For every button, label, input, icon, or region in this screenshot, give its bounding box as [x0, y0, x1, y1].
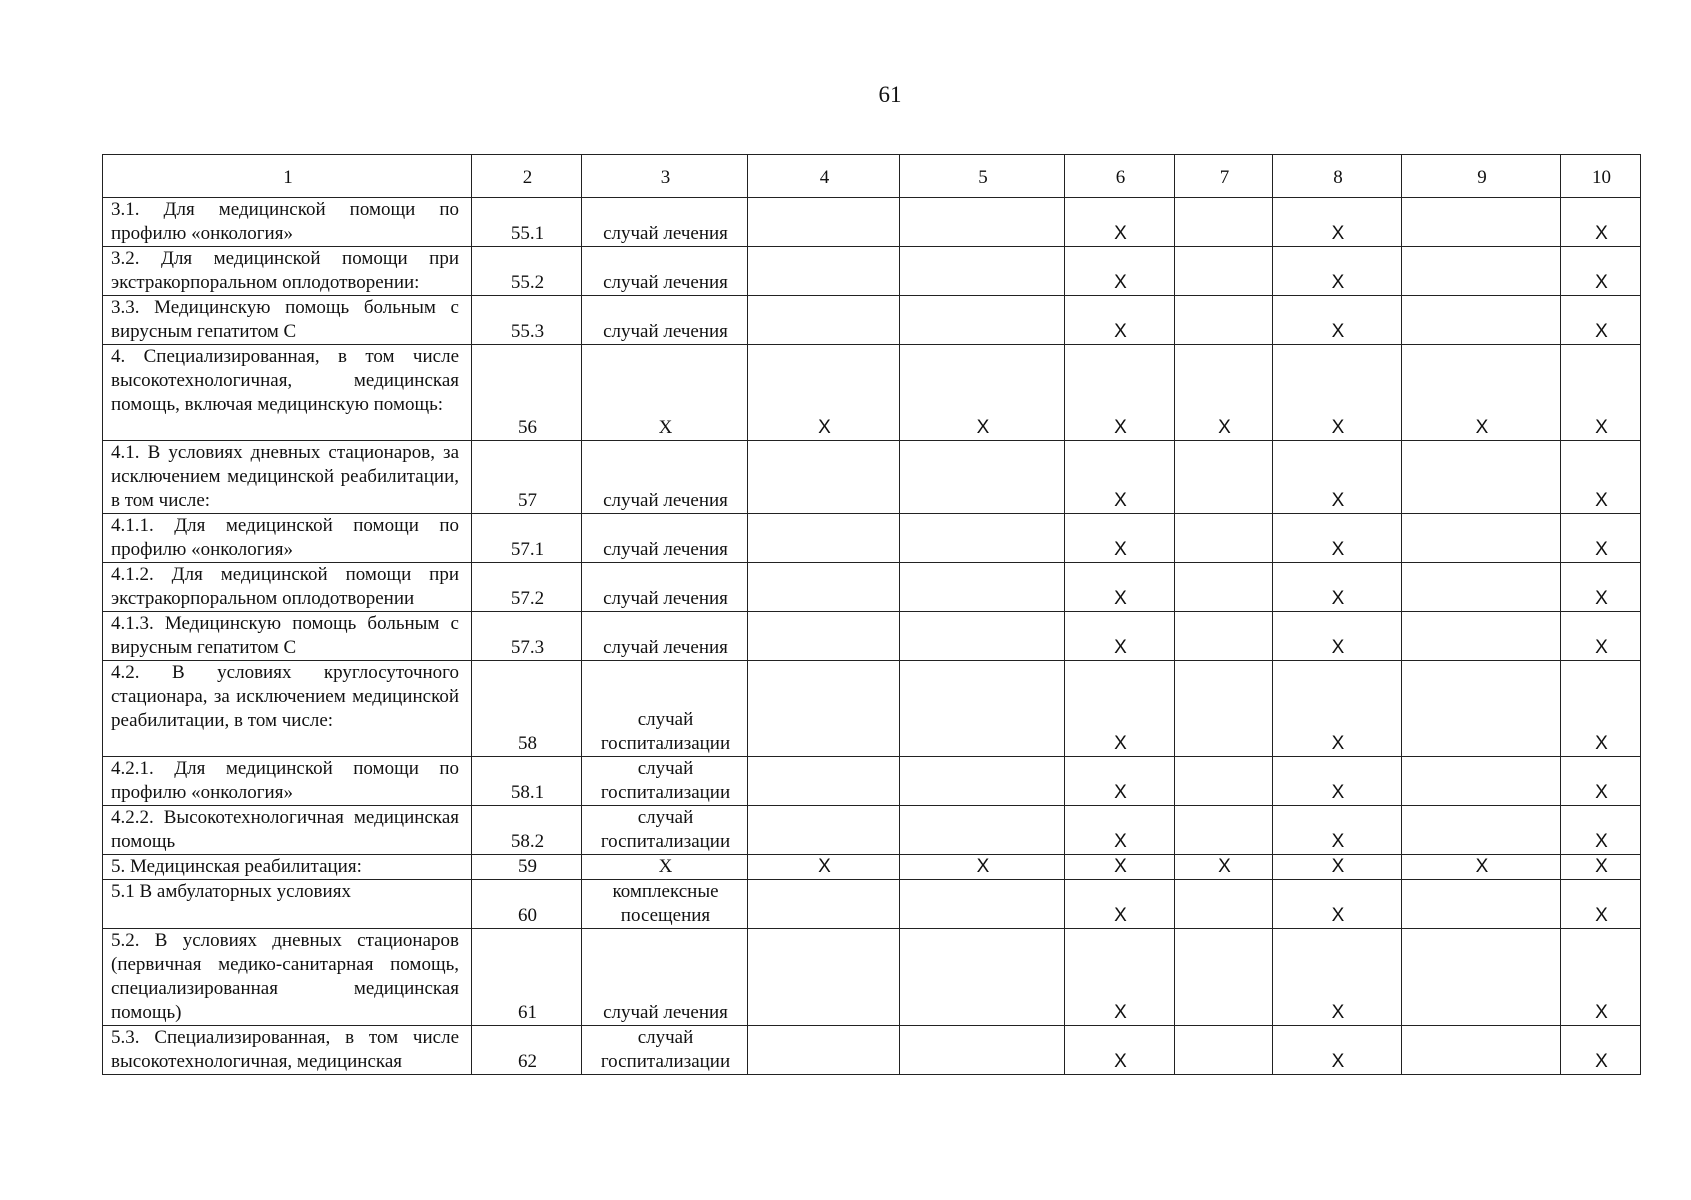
row-unit: случай госпитализации — [582, 806, 748, 855]
row-mark-c6: X — [1065, 345, 1175, 441]
row-code: 60 — [472, 880, 582, 929]
row-mark-c10: X — [1561, 929, 1641, 1026]
row-unit: случай лечения — [582, 563, 748, 612]
table-row — [103, 441, 1641, 514]
row-mark-c7 — [1175, 757, 1273, 806]
row-mark-c6: X — [1065, 661, 1175, 757]
row-unit: случай лечения — [582, 929, 748, 1026]
row-name: 4.1.1. Для медицинской помощи по профилю «онкология» — [103, 514, 472, 563]
row-mark-c8: X — [1273, 198, 1402, 247]
row-mark-c4 — [748, 757, 900, 806]
row-mark-c5 — [900, 296, 1065, 345]
row-mark-c4 — [748, 296, 900, 345]
row-mark-c6: X — [1065, 612, 1175, 661]
column-header: 3 — [582, 155, 748, 198]
row-name: 5.3. Специализированная, в том числе высокотехнологичная, медицинская — [103, 1026, 472, 1075]
row-mark-c4 — [748, 198, 900, 247]
row-mark-c5: X — [900, 855, 1065, 880]
column-header: 8 — [1273, 155, 1402, 198]
row-mark-c4 — [748, 247, 900, 296]
data-table — [102, 154, 1641, 1075]
row-mark-c9 — [1402, 563, 1561, 612]
row-mark-c10: X — [1561, 661, 1641, 757]
row-unit: комплексные посещения — [582, 880, 748, 929]
row-mark-c9 — [1402, 514, 1561, 563]
row-mark-c8: X — [1273, 806, 1402, 855]
row-mark-c9 — [1402, 880, 1561, 929]
row-mark-c7 — [1175, 612, 1273, 661]
row-mark-c8: X — [1273, 661, 1402, 757]
row-mark-c6: X — [1065, 247, 1175, 296]
row-mark-c4 — [748, 441, 900, 514]
row-unit: случай лечения — [582, 198, 748, 247]
row-mark-c5 — [900, 612, 1065, 661]
row-name: 4.1.3. Медицинскую помощь больным с вирусным гепатитом С — [103, 612, 472, 661]
row-mark-c4 — [748, 563, 900, 612]
row-name: 4.1.2. Для медицинской помощи при экстракорпоральном оплодотворении — [103, 563, 472, 612]
row-name: 4.2.2. Высокотехнологичная медицинская помощь — [103, 806, 472, 855]
row-code: 57.3 — [472, 612, 582, 661]
row-mark-c9 — [1402, 441, 1561, 514]
row-code: 61 — [472, 929, 582, 1026]
row-mark-c8: X — [1273, 345, 1402, 441]
table-row — [103, 929, 1641, 1026]
row-mark-c6: X — [1065, 563, 1175, 612]
row-mark-c6: X — [1065, 855, 1175, 880]
row-unit: случай госпитализации — [582, 1026, 748, 1075]
row-mark-c10: X — [1561, 806, 1641, 855]
row-mark-c8: X — [1273, 514, 1402, 563]
column-header: 5 — [900, 155, 1065, 198]
table-row — [103, 296, 1641, 345]
table-row — [103, 880, 1641, 929]
table-row — [103, 855, 1641, 880]
row-mark-c5 — [900, 880, 1065, 929]
row-mark-c4 — [748, 929, 900, 1026]
row-mark-c10: X — [1561, 563, 1641, 612]
row-code: 59 — [472, 855, 582, 880]
row-mark-c7 — [1175, 441, 1273, 514]
table-row — [103, 514, 1641, 563]
row-mark-c7 — [1175, 880, 1273, 929]
row-mark-c9 — [1402, 1026, 1561, 1075]
table-row — [103, 661, 1641, 757]
row-mark-c7 — [1175, 296, 1273, 345]
row-code: 55.1 — [472, 198, 582, 247]
table-row — [103, 1026, 1641, 1075]
row-unit: случай лечения — [582, 247, 748, 296]
row-mark-c6: X — [1065, 929, 1175, 1026]
row-unit: X — [582, 345, 748, 441]
table-row — [103, 757, 1641, 806]
row-code: 58 — [472, 661, 582, 757]
row-mark-c6: X — [1065, 880, 1175, 929]
row-mark-c4 — [748, 612, 900, 661]
column-header: 9 — [1402, 155, 1561, 198]
row-code: 57.1 — [472, 514, 582, 563]
row-mark-c10: X — [1561, 757, 1641, 806]
row-code: 56 — [472, 345, 582, 441]
row-code: 57 — [472, 441, 582, 514]
row-mark-c10: X — [1561, 441, 1641, 514]
row-mark-c8: X — [1273, 855, 1402, 880]
table-row — [103, 806, 1641, 855]
row-unit: случай госпитализации — [582, 757, 748, 806]
row-mark-c4 — [748, 1026, 900, 1075]
column-header: 7 — [1175, 155, 1273, 198]
row-mark-c9 — [1402, 757, 1561, 806]
row-mark-c6: X — [1065, 806, 1175, 855]
row-unit: случай лечения — [582, 514, 748, 563]
row-mark-c5 — [900, 757, 1065, 806]
row-unit: случай лечения — [582, 612, 748, 661]
row-code: 58.2 — [472, 806, 582, 855]
row-mark-c8: X — [1273, 757, 1402, 806]
row-mark-c8: X — [1273, 1026, 1402, 1075]
row-mark-c7 — [1175, 806, 1273, 855]
row-mark-c5 — [900, 1026, 1065, 1075]
row-mark-c4: X — [748, 855, 900, 880]
row-mark-c9 — [1402, 612, 1561, 661]
row-mark-c4 — [748, 880, 900, 929]
row-mark-c9: X — [1402, 855, 1561, 880]
row-code: 55.3 — [472, 296, 582, 345]
row-mark-c7 — [1175, 929, 1273, 1026]
row-mark-c10: X — [1561, 247, 1641, 296]
row-mark-c10: X — [1561, 198, 1641, 247]
row-name: 4. Специализированная, в том числе высокотехнологичная, медицинская помощь, включая медицинскую помощь: — [103, 345, 472, 441]
row-mark-c7: X — [1175, 855, 1273, 880]
row-mark-c7 — [1175, 514, 1273, 563]
row-mark-c7 — [1175, 1026, 1273, 1075]
row-mark-c9: X — [1402, 345, 1561, 441]
row-mark-c10: X — [1561, 345, 1641, 441]
row-name: 4.2.1. Для медицинской помощи по профилю «онкология» — [103, 757, 472, 806]
row-mark-c5 — [900, 806, 1065, 855]
column-header: 6 — [1065, 155, 1175, 198]
row-mark-c8: X — [1273, 441, 1402, 514]
row-mark-c9 — [1402, 929, 1561, 1026]
row-mark-c5 — [900, 563, 1065, 612]
row-mark-c5 — [900, 198, 1065, 247]
table-row — [103, 563, 1641, 612]
row-mark-c5: X — [900, 345, 1065, 441]
row-code: 57.2 — [472, 563, 582, 612]
row-mark-c5 — [900, 514, 1065, 563]
row-mark-c4 — [748, 661, 900, 757]
row-code: 55.2 — [472, 247, 582, 296]
row-mark-c7: X — [1175, 345, 1273, 441]
column-header: 1 — [103, 155, 472, 198]
row-mark-c7 — [1175, 198, 1273, 247]
row-code: 62 — [472, 1026, 582, 1075]
row-name: 5.1 В амбулаторных условиях — [103, 880, 472, 929]
row-mark-c5 — [900, 929, 1065, 1026]
row-mark-c8: X — [1273, 563, 1402, 612]
row-mark-c6: X — [1065, 1026, 1175, 1075]
row-mark-c8: X — [1273, 247, 1402, 296]
row-mark-c6: X — [1065, 514, 1175, 563]
table-header-row — [103, 155, 1641, 198]
row-name: 5.2. В условиях дневных стационаров (первичная медико-санитарная помощь, специализированная медицинская помощь) — [103, 929, 472, 1026]
row-mark-c8: X — [1273, 612, 1402, 661]
table-row — [103, 198, 1641, 247]
row-mark-c10: X — [1561, 296, 1641, 345]
row-mark-c9 — [1402, 296, 1561, 345]
column-header: 2 — [472, 155, 582, 198]
row-name: 5. Медицинская реабилитация: — [103, 855, 472, 880]
row-mark-c5 — [900, 247, 1065, 296]
row-name: 4.1. В условиях дневных стационаров, за исключением медицинской реабилитации, в том числе: — [103, 441, 472, 514]
row-unit: случай лечения — [582, 441, 748, 514]
row-name: 3.3. Медицинскую помощь больным с вирусным гепатитом С — [103, 296, 472, 345]
row-mark-c6: X — [1065, 296, 1175, 345]
table-row — [103, 612, 1641, 661]
page-number: 61 — [878, 82, 902, 107]
row-mark-c10: X — [1561, 612, 1641, 661]
row-mark-c7 — [1175, 247, 1273, 296]
row-mark-c4 — [748, 514, 900, 563]
row-unit: случай госпитализации — [582, 661, 748, 757]
row-mark-c7 — [1175, 661, 1273, 757]
row-mark-c5 — [900, 661, 1065, 757]
row-mark-c10: X — [1561, 1026, 1641, 1075]
row-mark-c5 — [900, 441, 1065, 514]
row-mark-c4 — [748, 806, 900, 855]
row-name: 4.2. В условиях круглосуточного стационара, за исключением медицинской реабилитации, в том числе: — [103, 661, 472, 757]
row-mark-c10: X — [1561, 880, 1641, 929]
row-mark-c9 — [1402, 661, 1561, 757]
row-unit: X — [582, 855, 748, 880]
row-mark-c8: X — [1273, 880, 1402, 929]
row-unit: случай лечения — [582, 296, 748, 345]
column-header: 10 — [1561, 155, 1641, 198]
row-mark-c7 — [1175, 563, 1273, 612]
row-name: 3.1. Для медицинской помощи по профилю «онкология» — [103, 198, 472, 247]
row-mark-c4: X — [748, 345, 900, 441]
table-row — [103, 247, 1641, 296]
row-mark-c8: X — [1273, 296, 1402, 345]
row-mark-c10: X — [1561, 855, 1641, 880]
row-mark-c9 — [1402, 806, 1561, 855]
row-mark-c9 — [1402, 198, 1561, 247]
row-mark-c9 — [1402, 247, 1561, 296]
row-mark-c6: X — [1065, 757, 1175, 806]
row-mark-c6: X — [1065, 198, 1175, 247]
row-mark-c8: X — [1273, 929, 1402, 1026]
row-mark-c6: X — [1065, 441, 1175, 514]
row-code: 58.1 — [472, 757, 582, 806]
column-header: 4 — [748, 155, 900, 198]
row-name: 3.2. Для медицинской помощи при экстракорпоральном оплодотворении: — [103, 247, 472, 296]
table-row — [103, 345, 1641, 441]
row-mark-c10: X — [1561, 514, 1641, 563]
